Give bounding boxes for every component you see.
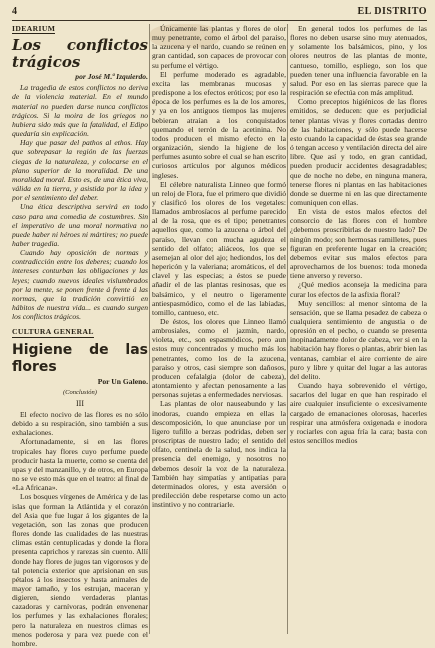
article-paragraph: Muy sencillos: al menor síntoma de la sensación, que se llama pesadez de cabeza o cualquiera sentimiento de angustia o de opresión en el pecho, o cuando se presenta inopinadamente dolor de cabeza, ver si en la habitación hay flores o plantas, abrir bien las ventanas, cambiar el aire corriente de aire puro y libre y quitar del lugar a las autoras del delito. [290, 298, 427, 381]
section-label: CULTURA GENERAL [12, 327, 94, 337]
column-3 [290, 24, 427, 634]
article-paragraph: Hay que pasar del pathos al ethos. Hay que sobrepasar la región de las fuerzas ciegas de la naturaleza, y colocarse en el plano superior de la moralidad. De una moralidad moral. Esto es, de una ética viva, válida en la tierra, y asistida por la idea y por el sentimiento del deber. [12, 138, 148, 203]
column-rule [149, 24, 150, 634]
article-byline: Por Un Galeno. [97, 376, 148, 386]
article-body [12, 83, 148, 321]
article-paragraph: Afortunadamente, si en las flores tropicales hay flores cuyo perfume puede producir hasta la muerte, como se cuenta del upas y del manzanillo, y de otros, en Europa no se ve esto más que en el teatro: al final de «La Africana». [12, 437, 149, 493]
article-title: Los conflictos trágicos [12, 36, 148, 72]
article-paragraph: ¿Qué medios aconseja la medicina para curar los efectos de la asfixia floral? [290, 280, 427, 299]
section-label: IDEARIUM [12, 24, 56, 33]
article-paragraph: El efecto nocivo de las flores es no sólo debido a su respiración, sino también a sus exhalaciones. [12, 410, 148, 438]
article-paragraph: Cuando haya sobrevenido el vértigo, sacarlos del lugar en que han respirado el aire cualquier insuficiente o excesivamente cargado de emanaciones olorosas, hacerles respirar una atmósfera oxigenada e inodora y rociarles con agua fría la cara; basta con estos sencillos medios [290, 381, 427, 446]
article-paragraph: En vista de estos malos efectos del consorcio de las flores con el hombre ¿debemos proscribirlas de nuestro lado? De ningún modo; son hermosas ramilletes, pues figuran en preferente lugar en la creación; debemos evitar sus malos efectos para aprovecharnos de los buenos: toda moneda tiene anverso y reverso. [290, 207, 427, 281]
article-paragraph: El perfume moderado es agradable, excita las membranas mucosas y predispone a los efectos eróticos; por eso la época de los perfumes es la de los amores, y ya en los antiguos tiempos las mujeres bebieran atraían a los conquistados quemando el terrón de la acetinina. No todos producen el mismo efecto en la organización, siendo la higiene de los perfumes asunto sobre el cual se han escrito curiosos artículos por algunos médicos ingleses. [152, 69, 286, 180]
column-1 [12, 24, 149, 648]
continuation-note: (Conclusión) [63, 388, 97, 396]
page-number: 4 [12, 6, 17, 17]
column-2 [152, 24, 286, 634]
header-rule [12, 20, 427, 21]
article-paragraph: Cuando hay oposición de normas y contradicción entre los deberes; cuando los intereses conturban las obligaciones y las leyes; cuando nuevos ideales vislumbrados por la mente, se ponen frente á frente á las normas, que la tradición convirtió en hábitos de nuestra vida... es cuando surgen los conflictos trágicos. [12, 248, 148, 322]
article-paragraph: Únicamente las plantas y flores de olor muy penetrante, como el árbol del paraíso, la azucena y el nardo, cuando se reúnen en gran cantidad, son capaces de provocar con su perfume el vértigo. [152, 24, 286, 70]
article-paragraph: Una ética descriptiva servirá en todo caso para una comedia de costumbres. Sin el imperativo de una moral normativa no puede haber ni héroes ni mártires; no puede haber tragedia. [12, 202, 148, 248]
article-byline: por José M.ª Izquierdo. [75, 72, 148, 82]
part-number: III [76, 398, 84, 408]
article-paragraph: La tragedia de estos conflictos no deriva de la violencia material. En el mundo material no pueden darse nunca conflictos trágicos. Si la moira de los griegos no hubiera sido más que la fatalidad, el Edipo quedaría sin explicación. [12, 83, 148, 139]
article-paragraph: De éstos, los olores que Linneo llamó ambrosiales, como el jazmín, nardo, violeta, etc., son espasmódicos, pero aun estos muy concentrados y mucho más los penetrantes, como los de la azucena, paraíso y otros, casi siempre son dañosos, producen cefalalgia (dolor de cabeza), atontamiento y afectan penosamente a las personas sujetas a enfermedades nerviosas. [152, 317, 286, 400]
article-paragraph: Los bosques vírgenes de América y de las islas que forman la Atlántida y el corazón del Asia que fue lugar á los gigantes de la vegetación, son las zonas que producen flores donde las cualidades de las nuestras climas están centuplicadas y donde la flora presenta caprichos y rarezas sin cuento. Allí donde hay flores de jugos tan vigorosos y de tal potencia exterior que aprisionan en sus pétalos á los insectos y hasta animales de mayor tamaño, y los estrujan, maceran y digieren, siendo verdaderas plantas cazadoras y carnívoras, podrán envenenar los perfumes y las exhalaciones florales; pero la naturaleza en nuestros climas es menos poderosa y para vez puede con el hombre. [12, 492, 148, 648]
article-title: Higiene de las flores [12, 341, 148, 375]
article-paragraph: El célebre naturalista Linneo que formó un reloj de Flora, fue el primero que dividió y clasificó los olores de los vegetales: llamados ambrosíacos al perfume parecido al de la rosa, que es el tipo; penetrantes aquellos que, como la azucena o árbol del paraíso, llevan con mucha agudeza el sentido del olfato; aliáceos, los que se asemejan al olor del ajo; hediondos, los del hepericón y la valeriana; aromáticos, el del clavel y las especias; a éstos se puede añadir el de las plantas resinosas, que es balsámico, y el neutro o ligeramente antiespasmódico, como el de las labiadas, tomillo, cantueso, etc. [152, 179, 286, 317]
article-paragraph: Como preceptos higiénicos de las flores emitidos, se deducen: que es perjudicial tener plantas vivas y flores cortadas dentro de las habitaciones, y sólo puede hacerse esto cuando la capacidad de éstas sea grande ó tengan acceso y ventilación directa del aire libre. Que así y todo, en gran cantidad, pueden producir accidentes desagradables; que de noche no debe, en ninguna manera, tenerse flores ni plantas en las habitaciones donde se duerme ni en las que directamente comuniquen con ellas. [290, 97, 427, 207]
article-paragraph: Las plantas de olor nauseabundo y las inodoras, cuando empieza en ellas la descomposición, lo que anunciase por un ligero tufillo a berzas podridas, deben ser proscriptas de nuestro lado; el sentido del olfato, centinela de la salud, nos indica la presencia del enemigo, y nosotros no debemos desoír la voz de la naturaleza. También hay simpatías y antipatías para determinados olores, y esta aversión o predilección debe respetarse como un acto instintivo y no contrariarle. [152, 399, 286, 510]
column-rule [287, 24, 288, 634]
publication-name: EL DISTRITO [357, 6, 427, 17]
page-header [12, 6, 427, 20]
article-paragraph: En general todos los perfumes de las flores no deben usarse sino muy atenuados, y solamente los balsámicos, pino, y los olores neutros de las plantas de monte, cantueso, tomillo, espliego, son los que pueden tener una influencia favorable en la salud. Por eso en las sierras parece que la respiración se efectúa con más amplitud. [290, 24, 427, 98]
